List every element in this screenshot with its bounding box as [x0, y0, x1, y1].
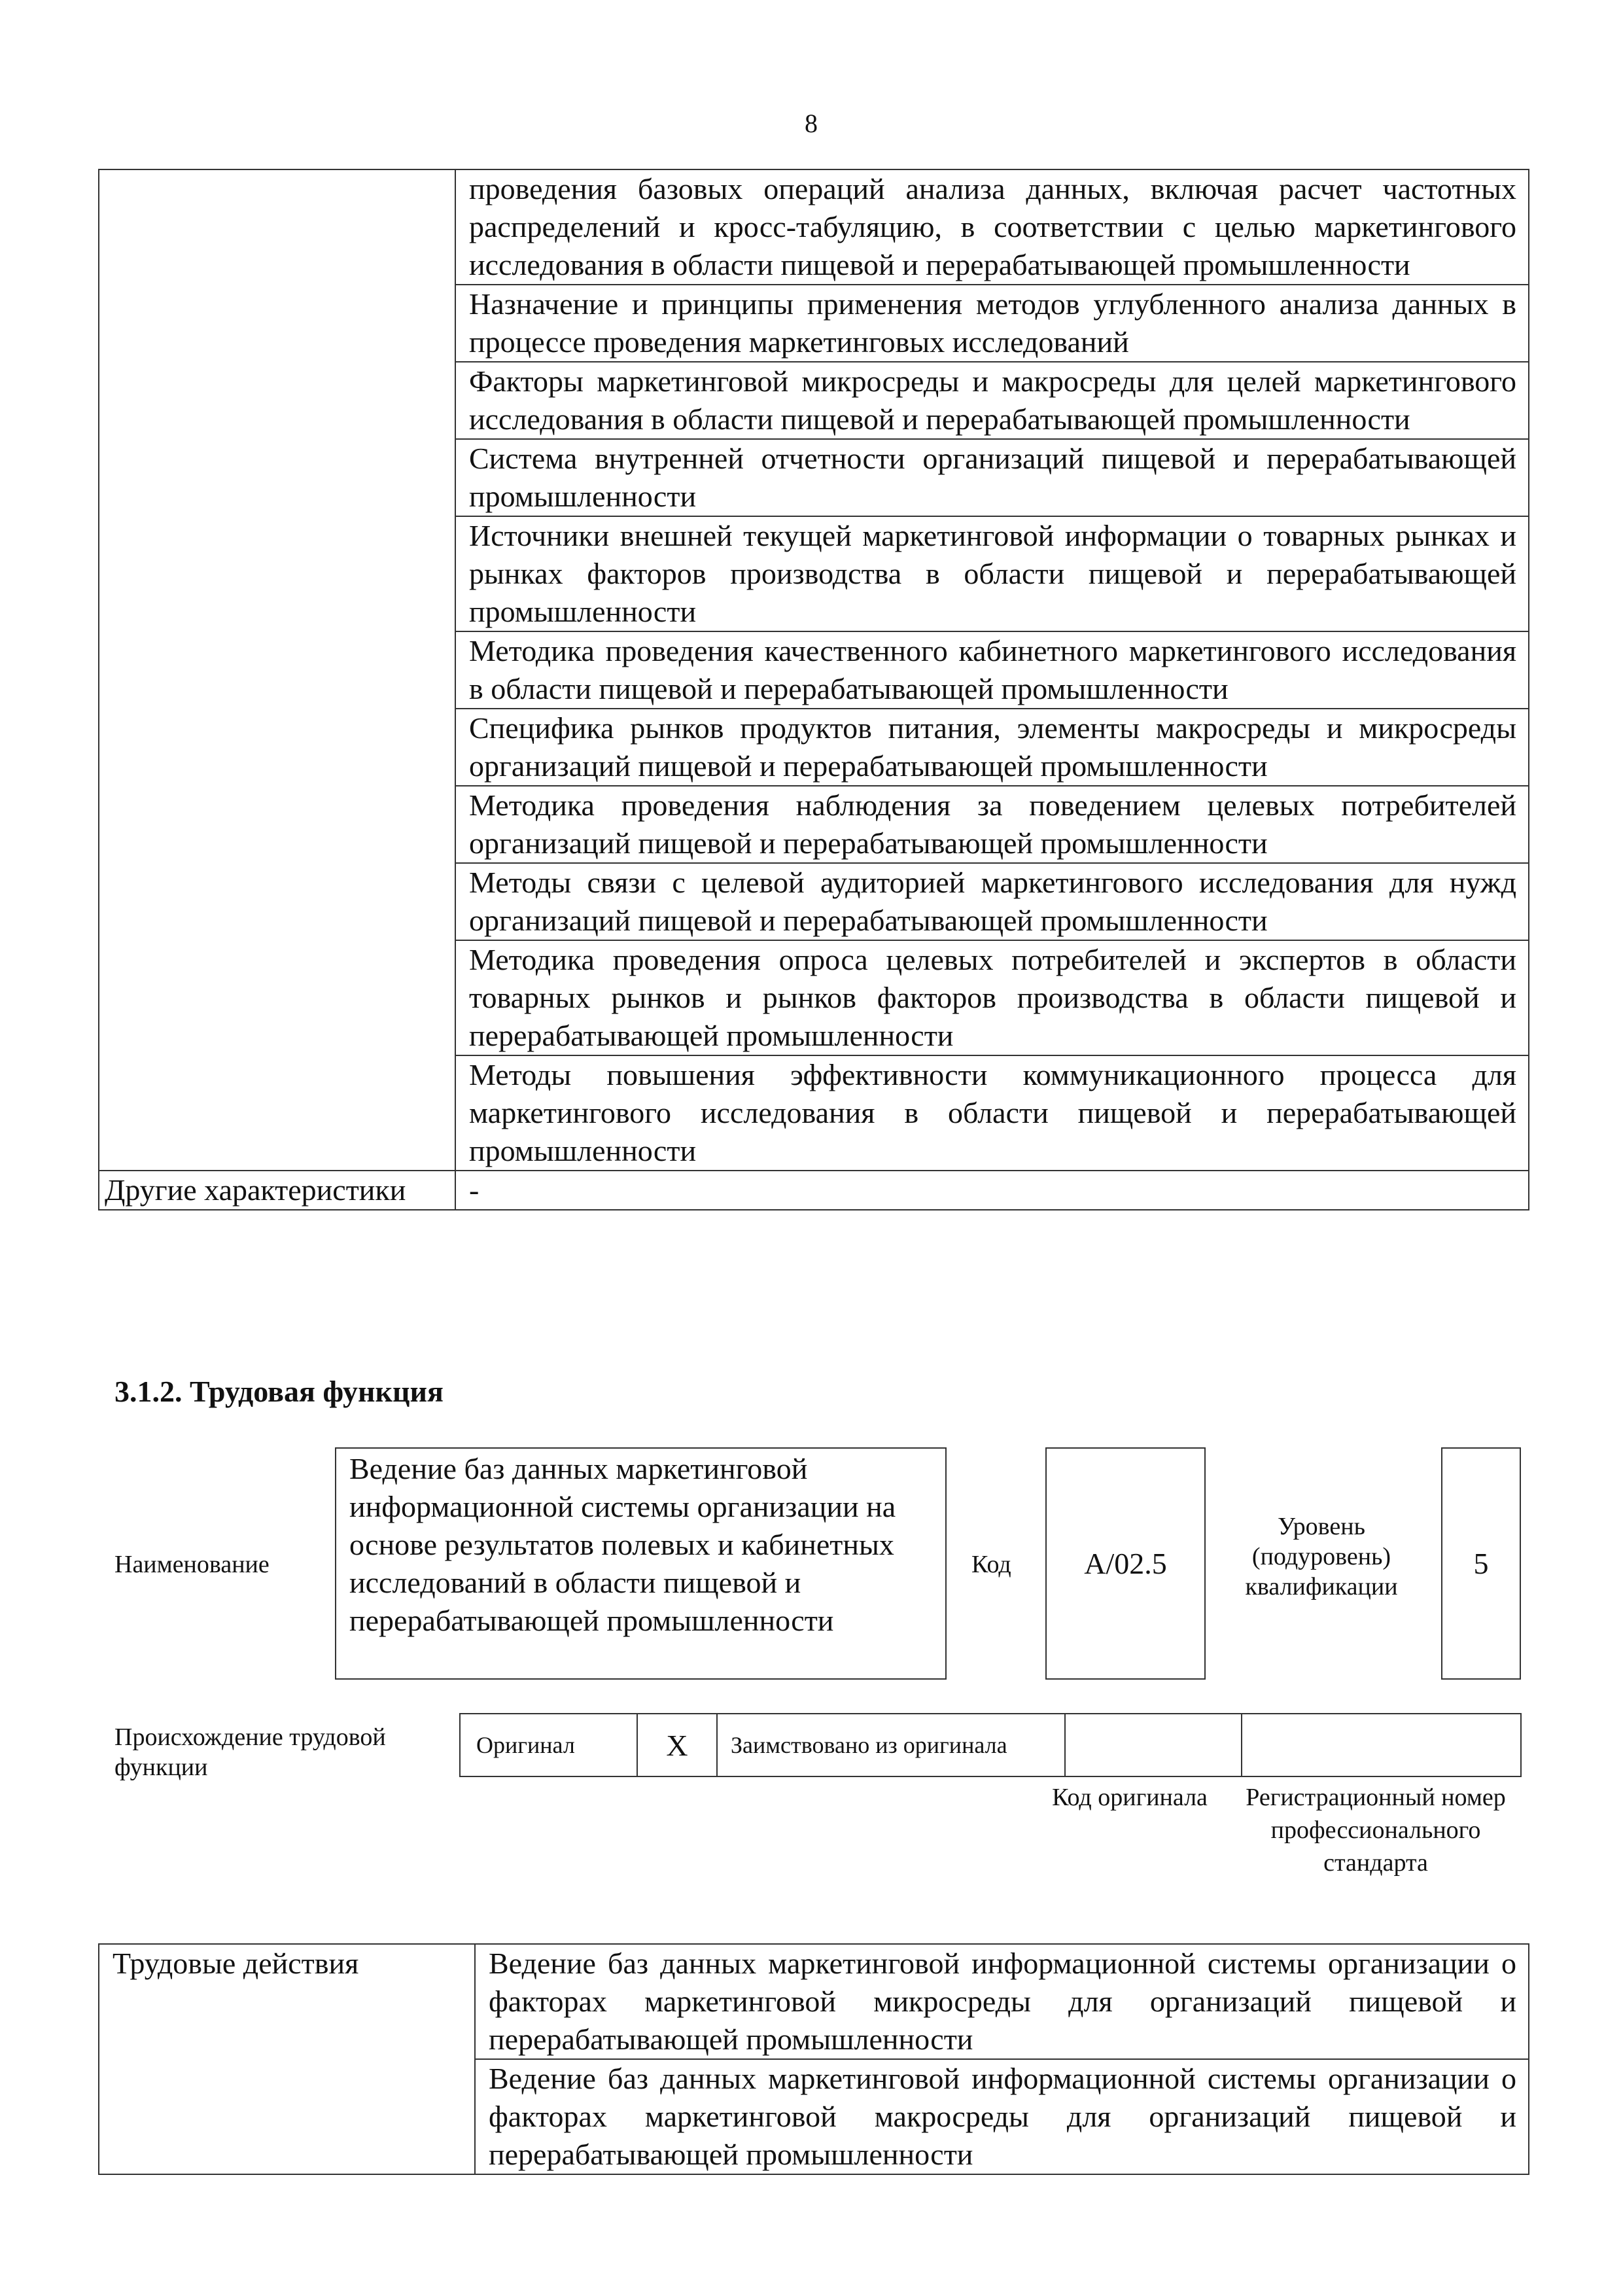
origin-label: Происхождение трудовой функции: [114, 1723, 386, 1781]
knowledge-item: Источники внешней текущей маркетинговой информации о товарных рынках и рынках факторов производства в области пищевой и перерабатывающей промышленности: [455, 516, 1529, 631]
table-row: [99, 169, 1529, 285]
function-name-box: Ведение баз данных маркетинговой информационной системы организации на основе результатов полевых и кабинетных исследований в области пищевой и перерабатывающей промышленности: [335, 1447, 947, 1680]
other-characteristics-value: -: [455, 1171, 1529, 1210]
origin-table: [459, 1713, 1522, 1777]
original-code-caption: Код оригинала: [1052, 1784, 1208, 1811]
knowledge-label-cell: [99, 169, 455, 1171]
knowledge-table: [98, 169, 1529, 1210]
labor-action-item: Ведение баз данных маркетинговой информационной системы организации о факторах маркетинговой макросреды для организаций пищевой и перерабатывающей промышленности: [475, 2059, 1529, 2174]
knowledge-item: Назначение и принципы применения методов углубленного анализа данных в процессе проведения маркетинговых исследований: [455, 285, 1529, 362]
labor-actions-table: [98, 1943, 1529, 2175]
knowledge-item: Методика проведения опроса целевых потребителей и экспертов в области товарных рынков и рынков факторов производства в области пищевой и перерабатывающей промышленности: [455, 940, 1529, 1055]
page-number: 8: [805, 109, 818, 138]
knowledge-item: Методы повышения эффективности коммуникационного процесса для маркетингового исследования в области пищевой и перерабатывающей промышленности: [455, 1055, 1529, 1171]
registration-number-caption: Регистрационный номер профессионального стандарта: [1246, 1784, 1506, 1877]
level-value-box: 5: [1441, 1447, 1521, 1680]
code-value-box: A/02.5: [1045, 1447, 1206, 1680]
table-row: [99, 1944, 1529, 2059]
borrowed-label-cell: Заимствовано из оригинала: [717, 1714, 1065, 1776]
original-label-cell: Оригинал: [460, 1714, 637, 1776]
name-label: Наименование: [114, 1551, 270, 1578]
table-row: [460, 1714, 1521, 1776]
registration-number-cell: [1242, 1714, 1521, 1776]
knowledge-item: Система внутренней отчетности организаций пищевой и перерабатывающей промышленности: [455, 439, 1529, 516]
knowledge-item: Специфика рынков продуктов питания, элементы макросреды и микросреды организаций пищевой и перерабатывающей промышленности: [455, 709, 1529, 786]
code-label: Код: [971, 1551, 1011, 1578]
knowledge-item: Методика проведения наблюдения за поведением целевых потребителей организаций пищевой и перерабатывающей промышленности: [455, 786, 1529, 863]
knowledge-item: проведения базовых операций анализа данных, включая расчет частотных распределений и кросс-табуляцию, в соответствии с целью маркетингового исследования в области пищевой и перерабатывающей промышленности: [455, 169, 1529, 285]
original-mark-cell: X: [637, 1714, 717, 1776]
table-row: [99, 1171, 1529, 1210]
labor-action-item: Ведение баз данных маркетинговой информационной системы организации о факторах маркетинговой микросреды для организаций пищевой и перерабатывающей промышленности: [475, 1944, 1529, 2059]
other-characteristics-label: Другие характеристики: [99, 1171, 455, 1210]
labor-actions-label: Трудовые действия: [99, 1944, 475, 2174]
knowledge-item: Факторы маркетинговой микросреды и макросреды для целей маркетингового исследования в области пищевой и перерабатывающей промышленности: [455, 362, 1529, 439]
knowledge-item: Методы связи с целевой аудиторией маркетингового исследования для нужд организаций пищевой и перерабатывающей промышленности: [455, 863, 1529, 940]
knowledge-item: Методика проведения качественного кабинетного маркетингового исследования в области пищевой и перерабатывающей промышленности: [455, 631, 1529, 709]
section-heading: 3.1.2. Трудовая функция: [114, 1375, 444, 1408]
level-label: Уровень (подуровень) квалификации: [1245, 1513, 1398, 1600]
original-code-cell: [1065, 1714, 1242, 1776]
